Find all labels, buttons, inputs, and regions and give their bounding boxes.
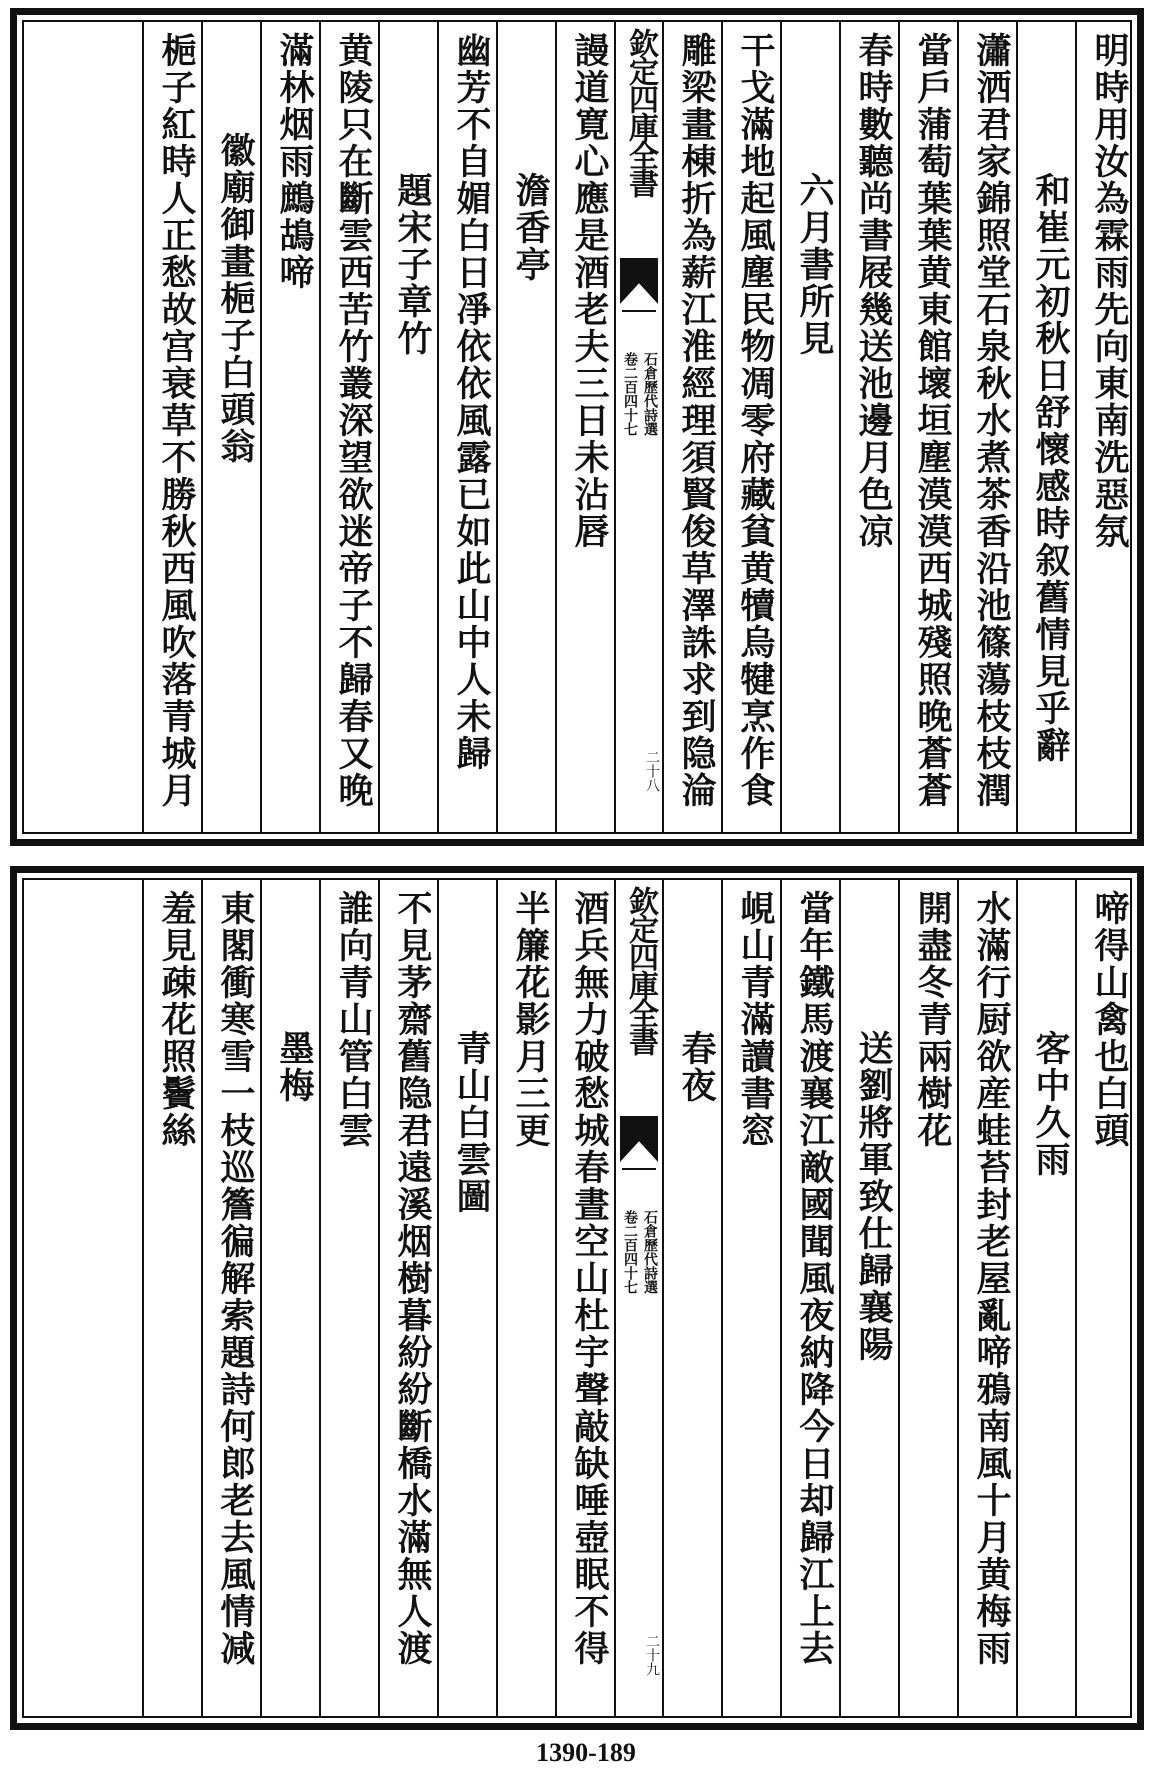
text-column (957, 880, 1017, 1716)
poem-line: 幽芳不自媚白日凈依依風露已如此山中人未歸 (451, 32, 492, 772)
poem-line: 雕梁畫棟折為薪江淮經理須賢俊草澤誅求到隐淪 (676, 32, 717, 809)
text-column (721, 880, 781, 1716)
text-column (1075, 880, 1132, 1716)
text-column (839, 880, 899, 1716)
collection-title: 欽定四庫全書 (623, 886, 658, 1054)
poem-line: 當戶蒲萄葉葉黄東館壞垣塵漠漠西城殘照晚蒼蒼 (912, 32, 953, 809)
text-column (496, 880, 556, 1716)
text-column (721, 22, 781, 832)
page-footer-number: 1390-189 (536, 1738, 636, 1767)
text-column (555, 880, 615, 1716)
poem-title: 客中久雨 (1030, 1030, 1071, 1178)
text-column (437, 22, 497, 832)
poem-title: 徽廟御畫梔子白頭翁 (215, 132, 256, 465)
poem-line: 黄陵只在斷雲西苦竹叢深望欲迷帝子不歸春又晚 (333, 32, 374, 809)
text-column (260, 880, 320, 1716)
text-column (839, 22, 899, 832)
bottom-page-panel (10, 866, 1144, 1730)
bottom-page-frame (22, 878, 1132, 1718)
poem-line: 水滿行厨欲産蛙苔封老屋亂啼鴉南風十月黄梅雨 (971, 890, 1012, 1667)
text-column (662, 22, 722, 832)
text-column (496, 22, 556, 832)
poem-line: 謾道寛心應是酒老夫三日未沾唇 (569, 32, 610, 550)
folio-number: 二十八 (644, 750, 660, 792)
fishtail-mark-icon (620, 258, 658, 304)
poem-title: 和崔元初秋日舒懷感時叙舊情見乎辭 (1030, 172, 1071, 764)
volume-label: 卷二百四十七 (622, 1210, 638, 1294)
poem-line: 羞見疎花照鬢絲 (156, 890, 197, 1149)
poem-line: 明時用汝為霖雨先向東南洗惡氛 (1089, 32, 1130, 550)
text-column (378, 22, 438, 832)
poem-title: 題宋子章竹 (392, 172, 433, 357)
poem-line: 春時數聽尚書屐幾送池邊月色凉 (853, 32, 894, 550)
poem-line: 半簾花影月三更 (510, 890, 551, 1149)
text-column (319, 22, 379, 832)
text-column (957, 22, 1017, 832)
text-column (201, 22, 261, 832)
text-column (1016, 22, 1076, 832)
poem-line: 開盡冬青兩樹花 (912, 890, 953, 1149)
poem-line: 誰向青山管白雲 (333, 890, 374, 1149)
collection-title: 欽定四庫全書 (623, 28, 658, 196)
poem-line: 梔子紅時人正愁故宫衰草不勝秋西風吹落青城月 (156, 32, 197, 809)
poem-title: 墨梅 (274, 1030, 315, 1104)
fishtail-rule (622, 310, 656, 336)
fishtail-rule (622, 1168, 656, 1194)
folio-number: 二十九 (644, 1634, 660, 1676)
poem-line: 干戈滿地起風塵民物凋零府藏貧黄犢烏犍烹作食 (735, 32, 776, 809)
text-column (437, 880, 497, 1716)
volume-label: 卷二百四十七 (622, 352, 638, 436)
text-column (319, 880, 379, 1716)
top-page-frame (22, 20, 1132, 834)
poem-line: 不見茅齋舊隐君遠溪烟樹暮紛紛斷橋水滿無人渡 (392, 890, 433, 1667)
text-column (780, 22, 840, 832)
poem-line: 啼得山禽也白頭 (1089, 890, 1130, 1149)
book-title: 石倉歷代詩選 (642, 352, 658, 436)
poem-title: 六月書所見 (794, 172, 835, 357)
poem-line: 峴山青滿讀書窓 (735, 890, 776, 1149)
poem-title: 澹香亭 (510, 172, 551, 283)
text-column (260, 22, 320, 832)
text-column (1016, 880, 1076, 1716)
text-column (780, 880, 840, 1716)
poem-title: 送劉將軍致仕歸襄陽 (853, 1030, 894, 1363)
poem-title: 春夜 (676, 1030, 717, 1104)
poem-line: 瀟洒君家錦照堂石泉秋水煮茶香沿池篠蕩枝枝潤 (971, 32, 1012, 809)
poem-title: 青山白雲圖 (451, 1030, 492, 1215)
center-fold-heart (614, 880, 664, 1716)
center-fold-heart (614, 22, 664, 832)
poem-line: 當年鐵馬渡襄江敵國聞風夜納降今日却歸江上去 (794, 890, 835, 1667)
poem-line: 滿林烟雨鷓鴣啼 (274, 32, 315, 291)
text-column (898, 880, 958, 1716)
poem-line: 酒兵無力破愁城春晝空山杜宇聲敲缺唾壺眠不得 (569, 890, 610, 1667)
top-page-panel (10, 8, 1144, 846)
text-column (1075, 22, 1132, 832)
book-title: 石倉歷代詩選 (642, 1210, 658, 1294)
fishtail-mark-icon (620, 1116, 658, 1162)
poem-line: 東閣衝寒雪一枝巡簷徧解索題詩何郎老去風情减 (215, 890, 256, 1667)
text-column (555, 22, 615, 832)
text-column (662, 880, 722, 1716)
text-column (201, 880, 261, 1716)
text-column (898, 22, 958, 832)
text-column (378, 880, 438, 1716)
text-column (142, 880, 202, 1716)
text-column (142, 22, 202, 832)
